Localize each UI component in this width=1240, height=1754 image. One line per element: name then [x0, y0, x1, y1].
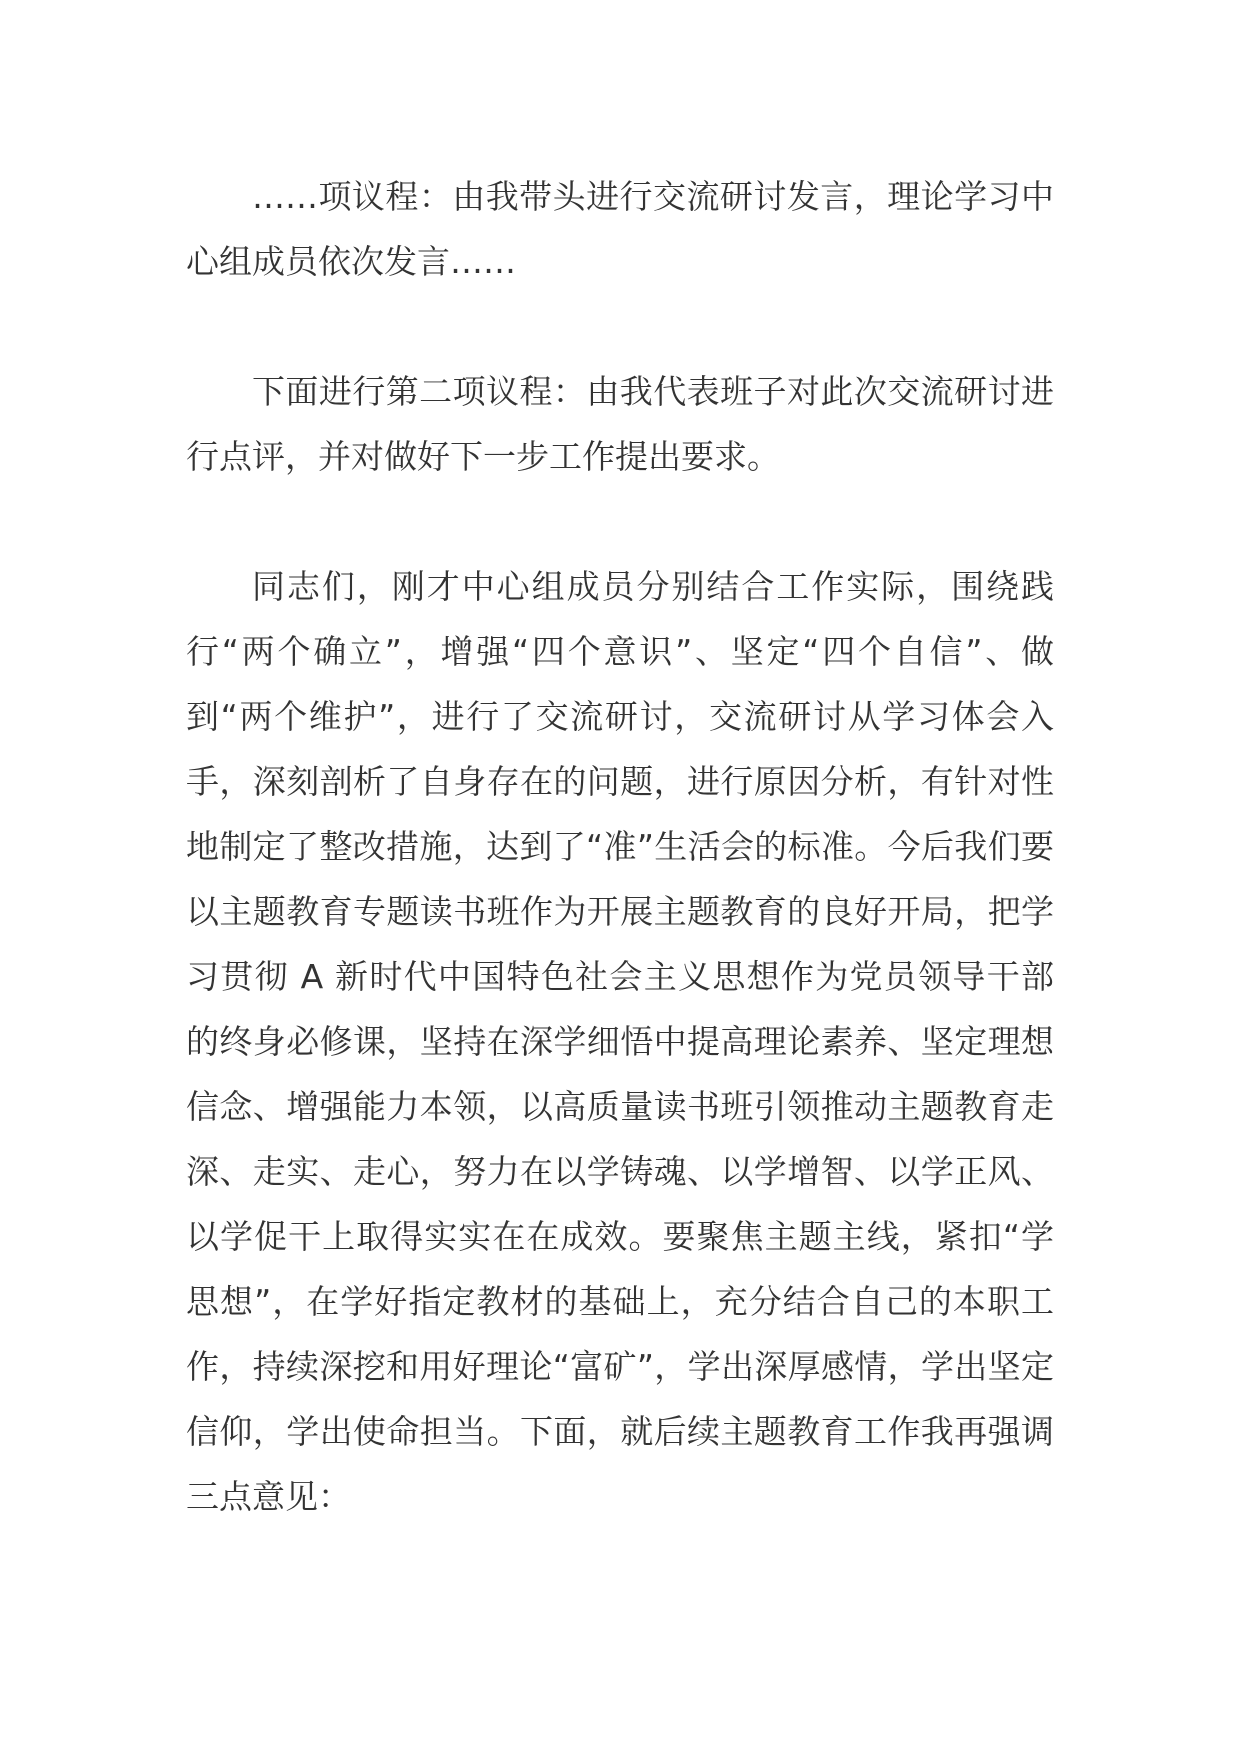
- paragraph-comments: 同志们，刚才中心组成员分别结合工作实际，围绕践行“两个确立”，增强“四个意识”、坚定“四个自信”、做到“两个维护”，进行了交流研讨，交流研讨从学习体会入手，深刻剖析了自身存在的问题，进行原因分析，有针对性地制定了整改措施，达到了“准”生活会的标准。今后我们要以主题教育专题读书班作为开展主题教育的良好开局，把学习贯彻 A 新时代中国特色社会主义思想作为党员领导干部的终身必修课，坚持在深学细悟中提高理论素养、坚定理想信念、增强能力本领，以高质量读书班引领推动主题教育走深、走实、走心，努力在以学铸魂、以学增智、以学正风、以学促干上取得实实在在成效。要聚焦主题主线，紧扣“学思想”，在学好指定教材的基础上，充分结合自己的本职工作，持续深挖和用好理论“富矿”，学出深厚感情，学出坚定信仰，学出使命担当。下面，就后续主题教育工作我再强调三点意见：: [186, 567, 1054, 1516]
- document-body: [186, 164, 1054, 1529]
- paragraph-agenda-item: ……项议程：由我带头进行交流研讨发言，理论学习中心组成员依次发言……: [186, 177, 1054, 281]
- paragraph-second-agenda: 下面进行第二项议程：由我代表班子对此次交流研讨进行点评，并对做好下一步工作提出要求。: [186, 372, 1054, 476]
